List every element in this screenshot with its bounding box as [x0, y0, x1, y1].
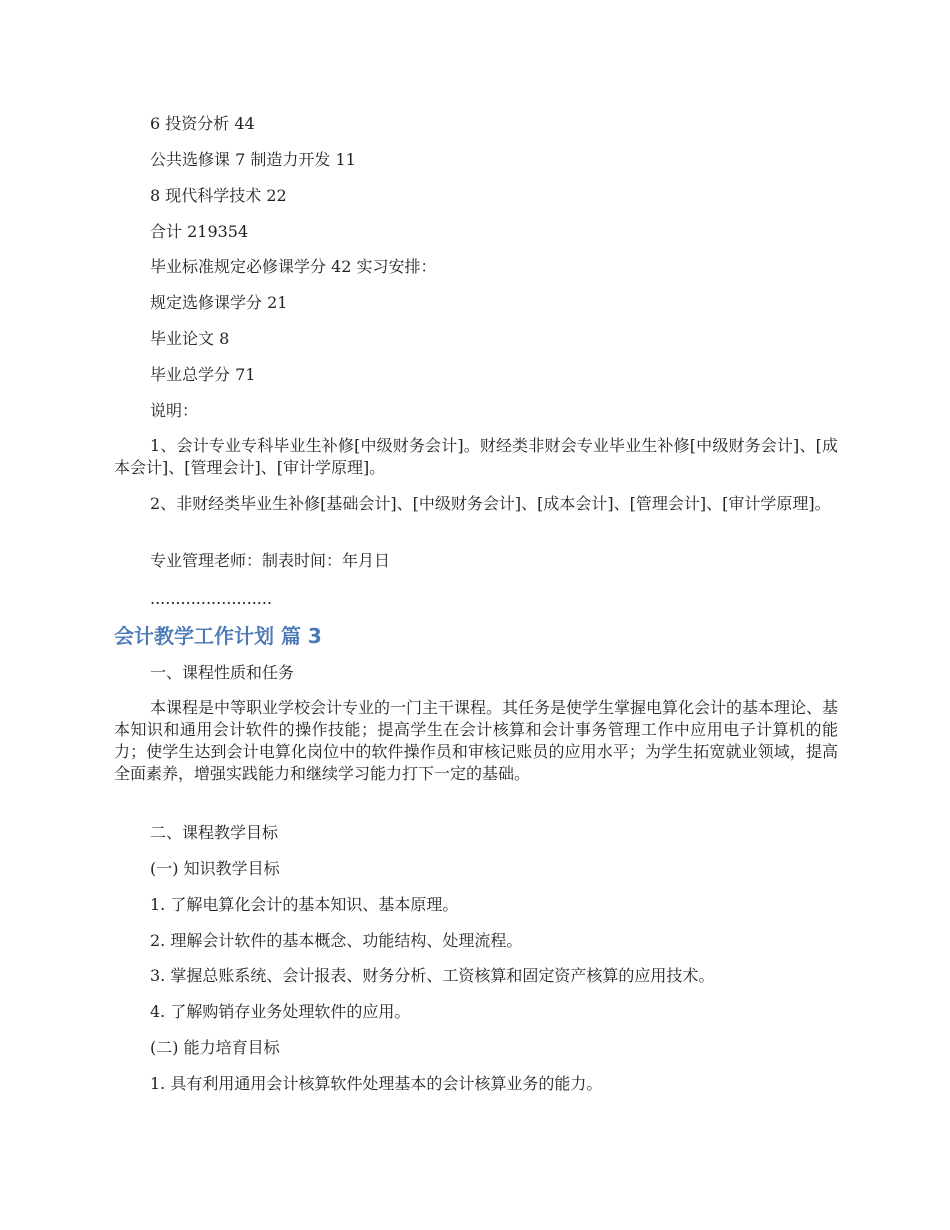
paragraph-goal-2: 2. 理解会计软件的基本概念、功能结构、处理流程。	[150, 931, 523, 950]
paragraph-course-nature: 一、课程性质和任务	[150, 663, 295, 682]
paragraph-elective-credits: 规定选修课学分 21	[150, 293, 288, 312]
paragraph-teaching-goals: 二、课程教学目标	[150, 823, 279, 842]
paragraph-goal-3: 3. 掌握总账系统、会计报表、财务分析、工资核算和固定资产核算的应用技术。	[150, 966, 715, 985]
paragraph-total: 合计 219354	[150, 222, 249, 241]
paragraph-ability-1: 1. 具有利用通用会计核算软件处理基本的会计核算业务的能力。	[150, 1074, 603, 1093]
paragraph-required-credits: 毕业标准规定必修课学分 42 实习安排：	[150, 257, 437, 276]
paragraph-manager-date: 专业管理老师：制表时间：年月日	[150, 551, 391, 570]
paragraph-investment-analysis: 6 投资分析 44	[150, 114, 255, 133]
section-heading: 会计教学工作计划 篇 3	[114, 624, 322, 648]
paragraph-total-credits: 毕业总学分 71	[150, 365, 256, 384]
paragraph-course-description: 本课程是中等职业学校会计专业的一门主干课程。其任务是使学生掌握电算化会计的基本理论、基本知识和通用会计软件的操作技能；提高学生在会计核算和会计事务管理工作中应用电子计算机的能力；使学生达到会计电算化岗位中的软件操作员和审核记账员的应用水平；为学生拓宽就业领域，提高全面素养，增强实践能力和继续学习能力打下一定的基础。	[114, 698, 839, 783]
paragraph-modern-science: 8 现代科学技术 22	[150, 186, 287, 205]
paragraph-note-2: 2、非财经类毕业生补修[基础会计]、[中级财务会计]、[成本会计]、[管理会计]、[审计学原理]。	[150, 494, 831, 513]
paragraph-ellipsis: ........................	[150, 589, 273, 608]
paragraph-goal-1: 1. 了解电算化会计的基本知识、基本原理。	[150, 895, 459, 914]
paragraph-note-1: 1、会计专业专科毕业生补修[中级财务会计]。财经类非财会专业毕业生补修[中级财务会计]、[成本会计]、[管理会计]、[审计学原理]。	[114, 436, 838, 477]
paragraph-ability-goals: (二) 能力培育目标	[150, 1038, 280, 1057]
paragraph-goal-4: 4. 了解购销存业务处理软件的应用。	[150, 1002, 411, 1021]
paragraph-notes-label: 说明：	[150, 401, 199, 420]
paragraph-thesis: 毕业论文 8	[150, 329, 230, 348]
paragraph-knowledge-goals: (一) 知识教学目标	[150, 859, 280, 878]
paragraph-public-electives: 公共选修课 7 制造力开发 11	[150, 150, 356, 169]
